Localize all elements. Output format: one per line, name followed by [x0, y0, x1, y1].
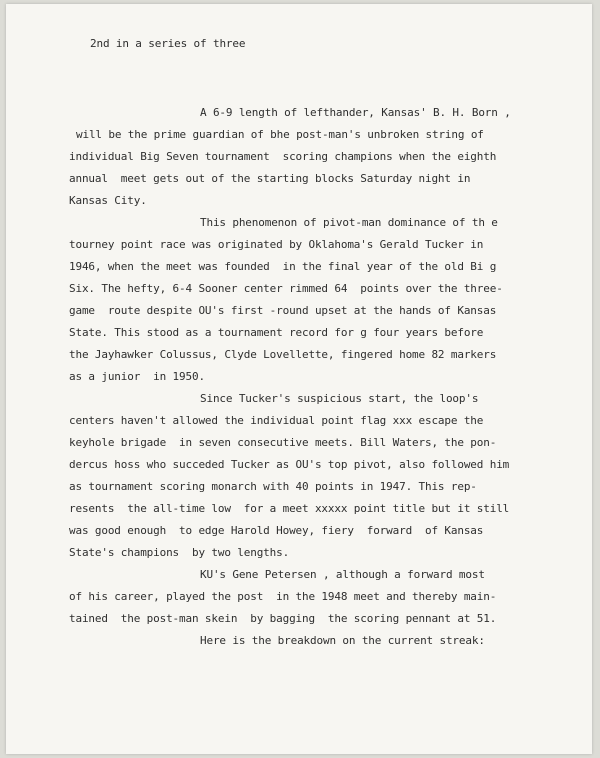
body-line: as tournament scoring monarch with 40 points in 1947. This rep- — [69, 480, 477, 493]
body-line: Six. The hefty, 6-4 Sooner center rimmed 64 points over the three- — [69, 282, 503, 295]
body-line: resents the all-time low for a meet xxxxx point title but it still — [69, 502, 510, 515]
body-line: annual meet gets out of the starting blocks Saturday night in — [69, 172, 471, 185]
body-line: the Jayhawker Colussus, Clyde Lovellette, fingered home 82 markers — [69, 348, 497, 361]
body-line: State. This stood as a tournament record for g four years before — [69, 326, 484, 339]
body-line: Here is the breakdown on the current streak: — [200, 634, 485, 647]
body-line: Since Tucker's suspicious start, the loop's — [200, 392, 479, 405]
body-line: as a junior in 1950. — [69, 370, 205, 383]
body-line: individual Big Seven tournament scoring champions when the eighth — [69, 150, 497, 163]
body-line: keyhole brigade in seven consecutive meets. Bill Waters, the pon- — [69, 436, 497, 449]
body-line: centers haven't allowed the individual point flag xxx escape the — [69, 414, 484, 427]
typewritten-page — [6, 4, 592, 754]
body-line: A 6-9 length of lefthander, Kansas' B. H. Born , — [200, 106, 511, 119]
series-note: 2nd in a series of three — [90, 37, 246, 50]
article-body — [6, 4, 592, 647]
body-line: KU's Gene Petersen , although a forward most — [200, 568, 485, 581]
body-line: dercus hoss who succeded Tucker as OU's top pivot, also followed him — [69, 458, 510, 471]
body-line: 1946, when the meet was founded in the final year of the old Bi g — [69, 260, 497, 273]
body-line: State's champions by two lengths. — [69, 546, 290, 559]
body-line: Kansas City. — [69, 194, 147, 207]
body-line: tourney point race was originated by Oklahoma's Gerald Tucker in — [69, 238, 484, 251]
body-line: game route despite OU's first -round upset at the hands of Kansas — [69, 304, 497, 317]
body-line: This phenomenon of pivot-man dominance of th e — [200, 216, 498, 229]
body-line: was good enough to edge Harold Howey, fiery forward of Kansas — [69, 524, 484, 537]
body-line: tained the post-man skein by bagging the scoring pennant at 51. — [69, 612, 497, 625]
body-line: will be the prime guardian of bhe post-man's unbroken string of — [76, 128, 484, 141]
body-line: of his career, played the post in the 1948 meet and thereby main- — [69, 590, 497, 603]
